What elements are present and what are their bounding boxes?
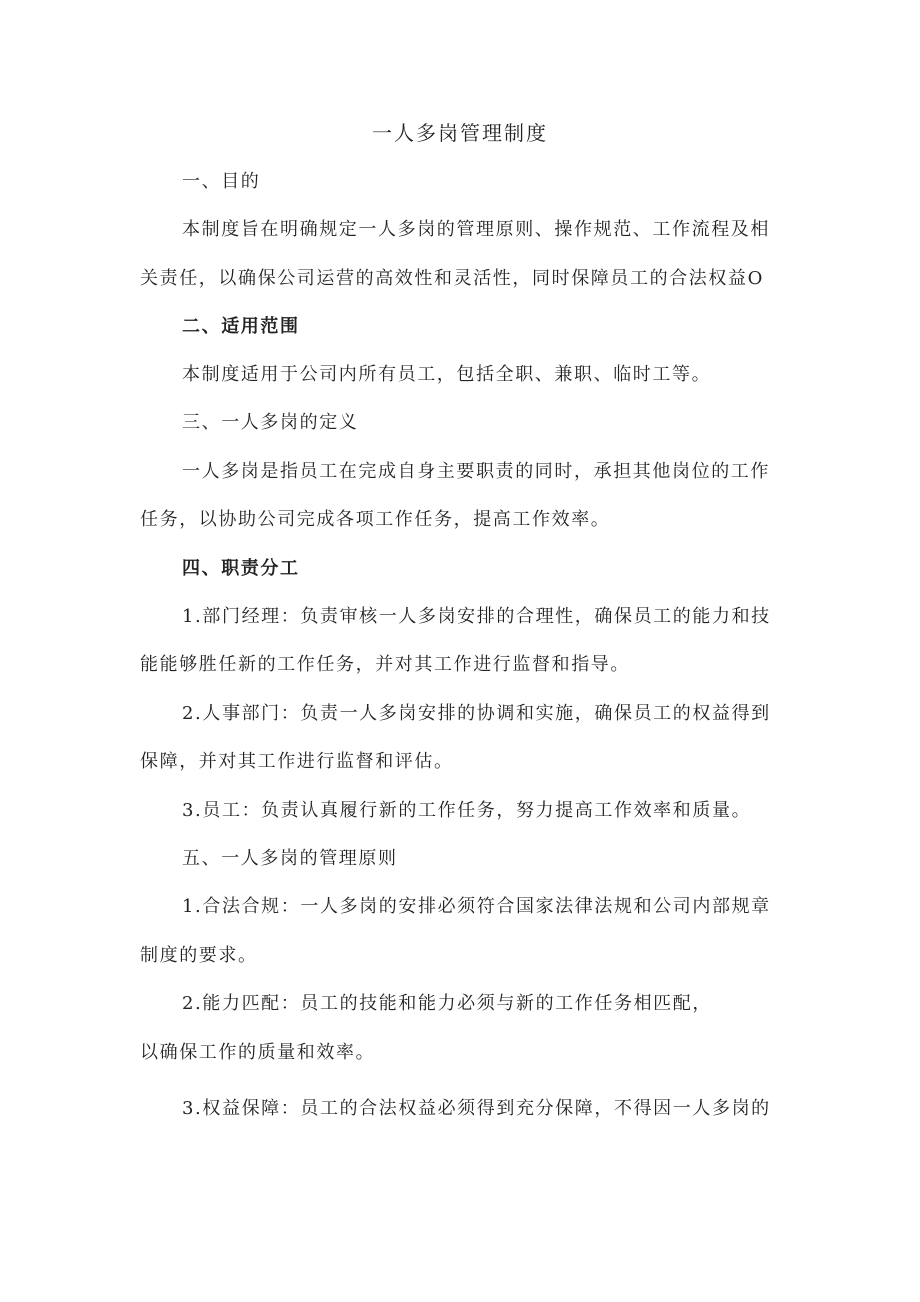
section-heading-definition: 三、一人多岗的定义 — [182, 412, 359, 433]
list-item-line: 以确保工作的质量和效率。 — [140, 1042, 376, 1063]
list-item-line: 能能够胜任新的工作任务，并对其工作进行监督和指导。 — [140, 654, 630, 675]
list-item-line: 3.权益保障：员工的合法权益必须得到充分保障，不得因一人多岗的 — [182, 1098, 771, 1119]
list-item-line: 3.员工：负责认真履行新的工作任务，努力提高工作效率和质量。 — [182, 800, 752, 821]
document-title: 一人多岗管理制度 — [372, 121, 548, 145]
paragraph-line: 任务，以协助公司完成各项工作任务，提高工作效率。 — [140, 509, 611, 530]
section-heading-principles: 五、一人多岗的管理原则 — [182, 848, 398, 869]
list-item-line: 1.合法合规：一人多岗的安排必须符合国家法律法规和公司内部规章 — [182, 896, 771, 917]
section-heading-purpose: 一、目的 — [182, 171, 261, 192]
list-item-line: 2.能力匹配：员工的技能和能力必须与新的工作任务相匹配， — [182, 993, 712, 1014]
list-item-line: 制度的要求。 — [140, 945, 258, 966]
list-item-line: 2.人事部门：负责一人多岗安排的协调和实施，确保员工的权益得到 — [182, 703, 771, 724]
paragraph-line: 一人多岗是指员工在完成自身主要职责的同时，承担其他岗位的工作 — [182, 461, 770, 482]
list-item-line: 保障，并对其工作进行监督和评估。 — [140, 751, 454, 772]
paragraph-line: 本制度适用于公司内所有员工，包括全职、兼职、临时工等。 — [182, 364, 712, 385]
paragraph-line: 关责任，以确保公司运营的高效性和灵活性，同时保障员工的合法权益O — [140, 268, 764, 289]
list-item-line: 1.部门经理：负责审核一人多岗安排的合理性，确保员工的能力和技 — [182, 606, 771, 627]
section-heading-scope: 二、适用范围 — [182, 316, 300, 337]
section-heading-responsibilities: 四、职责分工 — [182, 558, 300, 579]
paragraph-line: 本制度旨在明确规定一人多岗的管理原则、操作规范、工作流程及相 — [182, 219, 770, 240]
